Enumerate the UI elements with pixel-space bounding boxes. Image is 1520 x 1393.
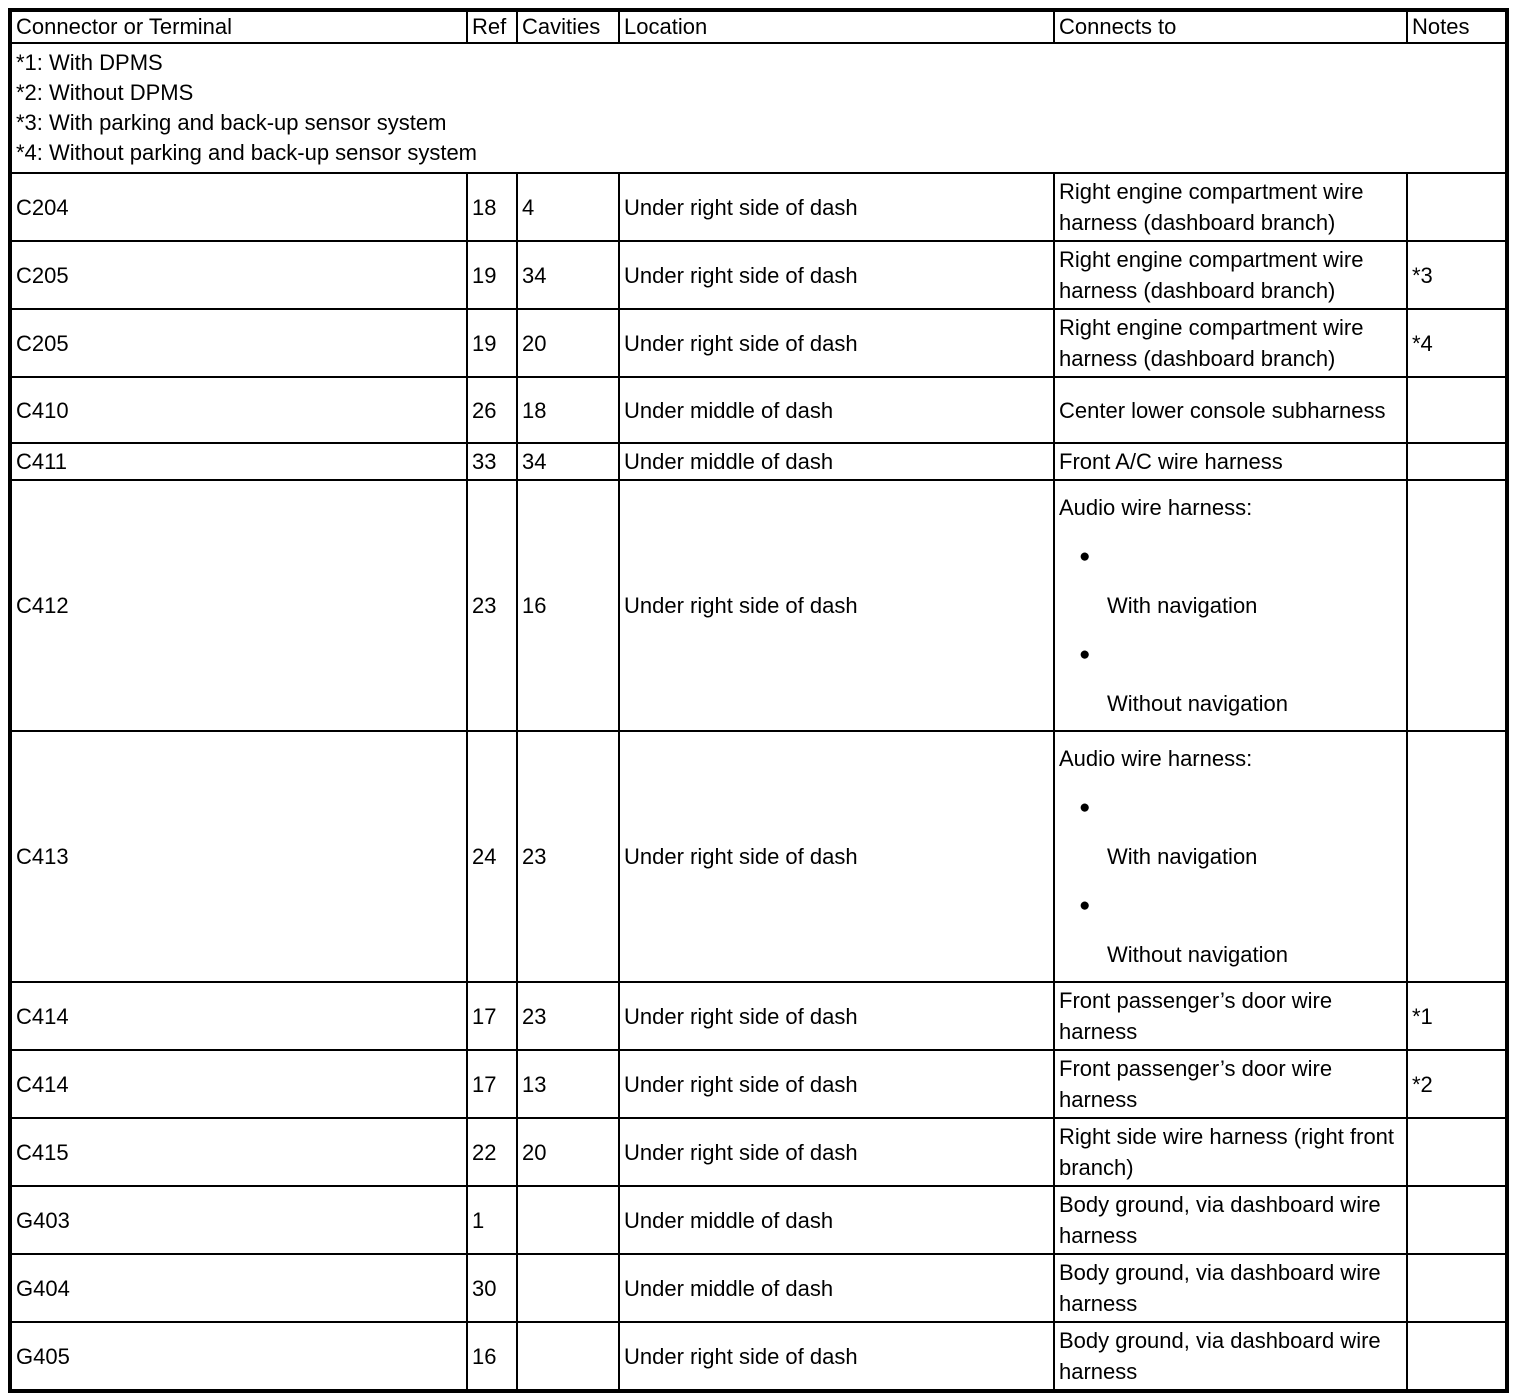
notes-cell bbox=[1407, 443, 1507, 480]
connector-cell: G405 bbox=[10, 1322, 467, 1391]
connector-cell: G404 bbox=[10, 1254, 467, 1322]
header-notes: Notes bbox=[1407, 10, 1507, 43]
table-row bbox=[10, 731, 1507, 982]
connector-table bbox=[8, 8, 1509, 1393]
table-row bbox=[10, 443, 1507, 480]
header-cavities: Cavities bbox=[517, 10, 619, 43]
connects-to-cell: Front passenger’s door wire harness bbox=[1054, 982, 1407, 1050]
legend-row bbox=[10, 43, 1507, 173]
location-cell: Under right side of dash bbox=[619, 1322, 1054, 1391]
connector-cell: C412 bbox=[10, 480, 467, 731]
connector-cell: C411 bbox=[10, 443, 467, 480]
table-row bbox=[10, 309, 1507, 377]
connector-cell: C415 bbox=[10, 1118, 467, 1186]
connector-cell: C205 bbox=[10, 241, 467, 309]
notes-cell: *2 bbox=[1407, 1050, 1507, 1118]
cavities-cell: 4 bbox=[517, 173, 619, 241]
legend-line: *2: Without DPMS bbox=[16, 80, 194, 105]
notes-cell bbox=[1407, 377, 1507, 443]
ref-cell: 1 bbox=[467, 1186, 517, 1254]
ref-cell: 19 bbox=[467, 241, 517, 309]
ref-cell: 19 bbox=[467, 309, 517, 377]
cavities-cell: 34 bbox=[517, 241, 619, 309]
cavities-cell: 20 bbox=[517, 309, 619, 377]
table-row bbox=[10, 982, 1507, 1050]
connects-to-cell: Front passenger’s door wire harness bbox=[1054, 1050, 1407, 1118]
header-connector: Connector or Terminal bbox=[10, 10, 467, 43]
connects-option: With navigation bbox=[1107, 593, 1258, 618]
location-cell: Under middle of dash bbox=[619, 443, 1054, 480]
connector-cell: C410 bbox=[10, 377, 467, 443]
location-cell: Under right side of dash bbox=[619, 982, 1054, 1050]
ref-cell: 17 bbox=[467, 1050, 517, 1118]
connector-cell: C204 bbox=[10, 173, 467, 241]
cavities-cell: 13 bbox=[517, 1050, 619, 1118]
cavities-cell bbox=[517, 1322, 619, 1391]
header-connects-to: Connects to bbox=[1054, 10, 1407, 43]
location-cell: Under middle of dash bbox=[619, 1186, 1054, 1254]
connects-to-cell: Body ground, via dashboard wire harness bbox=[1054, 1186, 1407, 1254]
ref-cell: 24 bbox=[467, 731, 517, 982]
notes-cell bbox=[1407, 480, 1507, 731]
connects-to-cell: Body ground, via dashboard wire harness bbox=[1054, 1254, 1407, 1322]
location-cell: Under right side of dash bbox=[619, 1050, 1054, 1118]
table-row bbox=[10, 173, 1507, 241]
ref-cell: 26 bbox=[467, 377, 517, 443]
legend-line: *3: With parking and back-up sensor system bbox=[16, 110, 447, 135]
connects-option: With navigation bbox=[1107, 844, 1258, 869]
notes-cell bbox=[1407, 1118, 1507, 1186]
cavities-cell: 18 bbox=[517, 377, 619, 443]
header-ref: Ref bbox=[467, 10, 517, 43]
notes-cell: *4 bbox=[1407, 309, 1507, 377]
bullet-icon: ● bbox=[1079, 797, 1091, 818]
connects-to-cell bbox=[1054, 731, 1407, 982]
table-row bbox=[10, 1050, 1507, 1118]
cavities-cell bbox=[517, 1186, 619, 1254]
notes-cell bbox=[1407, 173, 1507, 241]
legend-cell bbox=[10, 43, 1507, 173]
notes-cell: *3 bbox=[1407, 241, 1507, 309]
table-row bbox=[10, 241, 1507, 309]
cavities-cell: 23 bbox=[517, 982, 619, 1050]
location-cell: Under right side of dash bbox=[619, 309, 1054, 377]
notes-cell: *1 bbox=[1407, 982, 1507, 1050]
connects-option: Without navigation bbox=[1107, 691, 1288, 716]
cavities-cell: 16 bbox=[517, 480, 619, 731]
connects-to-cell: Right engine compartment wire harness (dashboard branch) bbox=[1054, 309, 1407, 377]
connects-to-cell: Right engine compartment wire harness (dashboard branch) bbox=[1054, 173, 1407, 241]
notes-cell bbox=[1407, 1186, 1507, 1254]
location-cell: Under middle of dash bbox=[619, 1254, 1054, 1322]
location-cell: Under right side of dash bbox=[619, 173, 1054, 241]
notes-cell bbox=[1407, 1322, 1507, 1391]
bullet-icon: ● bbox=[1079, 546, 1091, 567]
legend-line: *1: With DPMS bbox=[16, 50, 163, 75]
location-cell: Under right side of dash bbox=[619, 731, 1054, 982]
connects-to-cell: Front A/C wire harness bbox=[1054, 443, 1407, 480]
table-row bbox=[10, 377, 1507, 443]
table-row bbox=[10, 1322, 1507, 1391]
location-cell: Under right side of dash bbox=[619, 241, 1054, 309]
connector-cell: C414 bbox=[10, 982, 467, 1050]
connects-intro: Audio wire harness: bbox=[1059, 495, 1253, 520]
bullet-icon: ● bbox=[1079, 644, 1091, 665]
header-location: Location bbox=[619, 10, 1054, 43]
notes-cell bbox=[1407, 731, 1507, 982]
cavities-cell: 34 bbox=[517, 443, 619, 480]
connects-to-cell: Center lower console subharness bbox=[1054, 377, 1407, 443]
table-row bbox=[10, 1254, 1507, 1322]
connector-cell: C414 bbox=[10, 1050, 467, 1118]
ref-cell: 30 bbox=[467, 1254, 517, 1322]
ref-cell: 22 bbox=[467, 1118, 517, 1186]
bullet-icon: ● bbox=[1079, 895, 1091, 916]
location-cell: Under middle of dash bbox=[619, 377, 1054, 443]
ref-cell: 33 bbox=[467, 443, 517, 480]
ref-cell: 16 bbox=[467, 1322, 517, 1391]
ref-cell: 17 bbox=[467, 982, 517, 1050]
location-cell: Under right side of dash bbox=[619, 1118, 1054, 1186]
connects-to-cell: Body ground, via dashboard wire harness bbox=[1054, 1322, 1407, 1391]
connector-cell: C413 bbox=[10, 731, 467, 982]
cavities-cell bbox=[517, 1254, 619, 1322]
connector-cell: G403 bbox=[10, 1186, 467, 1254]
location-cell: Under right side of dash bbox=[619, 480, 1054, 731]
connector-cell: C205 bbox=[10, 309, 467, 377]
table-row bbox=[10, 1118, 1507, 1186]
connects-to-cell bbox=[1054, 480, 1407, 731]
legend-line: *4: Without parking and back-up sensor system bbox=[16, 140, 478, 165]
connects-intro: Audio wire harness: bbox=[1059, 746, 1253, 771]
connects-to-cell: Right side wire harness (right front branch) bbox=[1054, 1118, 1407, 1186]
ref-cell: 23 bbox=[467, 480, 517, 731]
connects-option: Without navigation bbox=[1107, 942, 1288, 967]
ref-cell: 18 bbox=[467, 173, 517, 241]
table-row bbox=[10, 1186, 1507, 1254]
cavities-cell: 20 bbox=[517, 1118, 619, 1186]
cavities-cell: 23 bbox=[517, 731, 619, 982]
table-row bbox=[10, 480, 1507, 731]
table-header-row bbox=[10, 10, 1507, 43]
connects-to-cell: Right engine compartment wire harness (dashboard branch) bbox=[1054, 241, 1407, 309]
notes-cell bbox=[1407, 1254, 1507, 1322]
